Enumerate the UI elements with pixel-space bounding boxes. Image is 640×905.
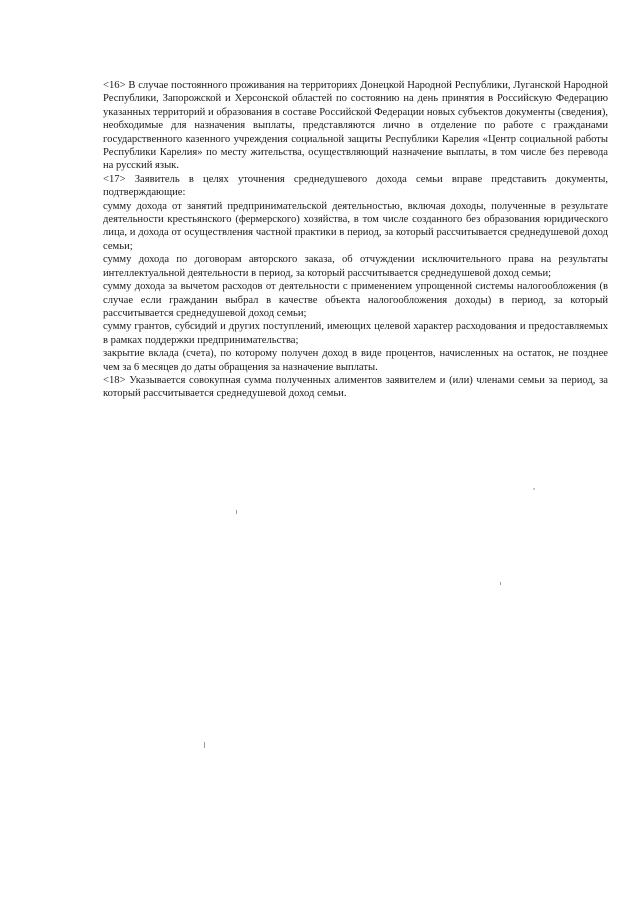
footnotes-text bbox=[103, 79, 608, 401]
footnote-17-item-deposit-closure: закрытие вклада (счета), по которому получен доход в виде процентов, начисленных на остаток, не позднее чем за 6 месяцев до даты обращения за назначение выплаты. bbox=[103, 348, 608, 373]
scan-speck bbox=[204, 742, 205, 748]
footnote-18: <18> Указывается совокупная сумма полученных алиментов заявителем и (или) членами семьи за период, за который рассчитывается среднедушевой доход семьи. bbox=[103, 374, 608, 400]
footnote-17-item-author-contract: сумму дохода по договорам авторского заказа, об отчуждении исключительного права на результаты интеллектуальной деятельности в период, за который рассчитывается среднедушевой доход семьи; bbox=[103, 254, 608, 279]
footnote-17-item-business-income: сумму дохода от занятий предпринимательской деятельностью, включая доходы, полученные в результате деятельности крестьянского (фермерского) хозяйства, в том числе созданного без образования юридического лица, и дохода от осуществления частной практики в период, за который рассчитывается среднедушевой доход семьи; bbox=[103, 200, 608, 252]
footnote-17-item-simplified-tax: сумму дохода за вычетом расходов от деятельности с применением упрощенной системы налогообложения (в случае если гражданин выбрал в качестве объекта налогообложения доходы) в период, за который рассчитывается среднедушевой доход семьи; bbox=[103, 281, 608, 319]
scan-speck bbox=[533, 488, 535, 490]
footnote-16: <16> В случае постоянного проживания на территориях Донецкой Народной Республики, Луганской Народной Республики, Запорожской и Херсонской областей по состоянию на день принятия в Российскую Федерацию указанных территорий и образования в составе Российской Федерации новых субъектов документы (сведения), необходимые для назначения выплаты, представляются лично в отделение по работе с гражданами государственного казенного учреждения социальной защиты Республики Карелия «Центр социальной работы Республики Карелия» по месту жительства, осуществляющий назначение выплаты, в том числе без перевода на русский язык. bbox=[103, 80, 608, 172]
footnote-17-item-grants: сумму грантов, субсидий и других поступлений, имеющих целевой характер расходования и предоставляемых в рамках поддержки предпринимательства; bbox=[103, 321, 608, 346]
footnote-17-intro: <17> Заявитель в целях уточнения среднедушевого дохода семьи вправе представить документы, подтверждающие: bbox=[103, 173, 608, 199]
scan-speck bbox=[500, 582, 501, 585]
scan-speck bbox=[236, 510, 237, 514]
